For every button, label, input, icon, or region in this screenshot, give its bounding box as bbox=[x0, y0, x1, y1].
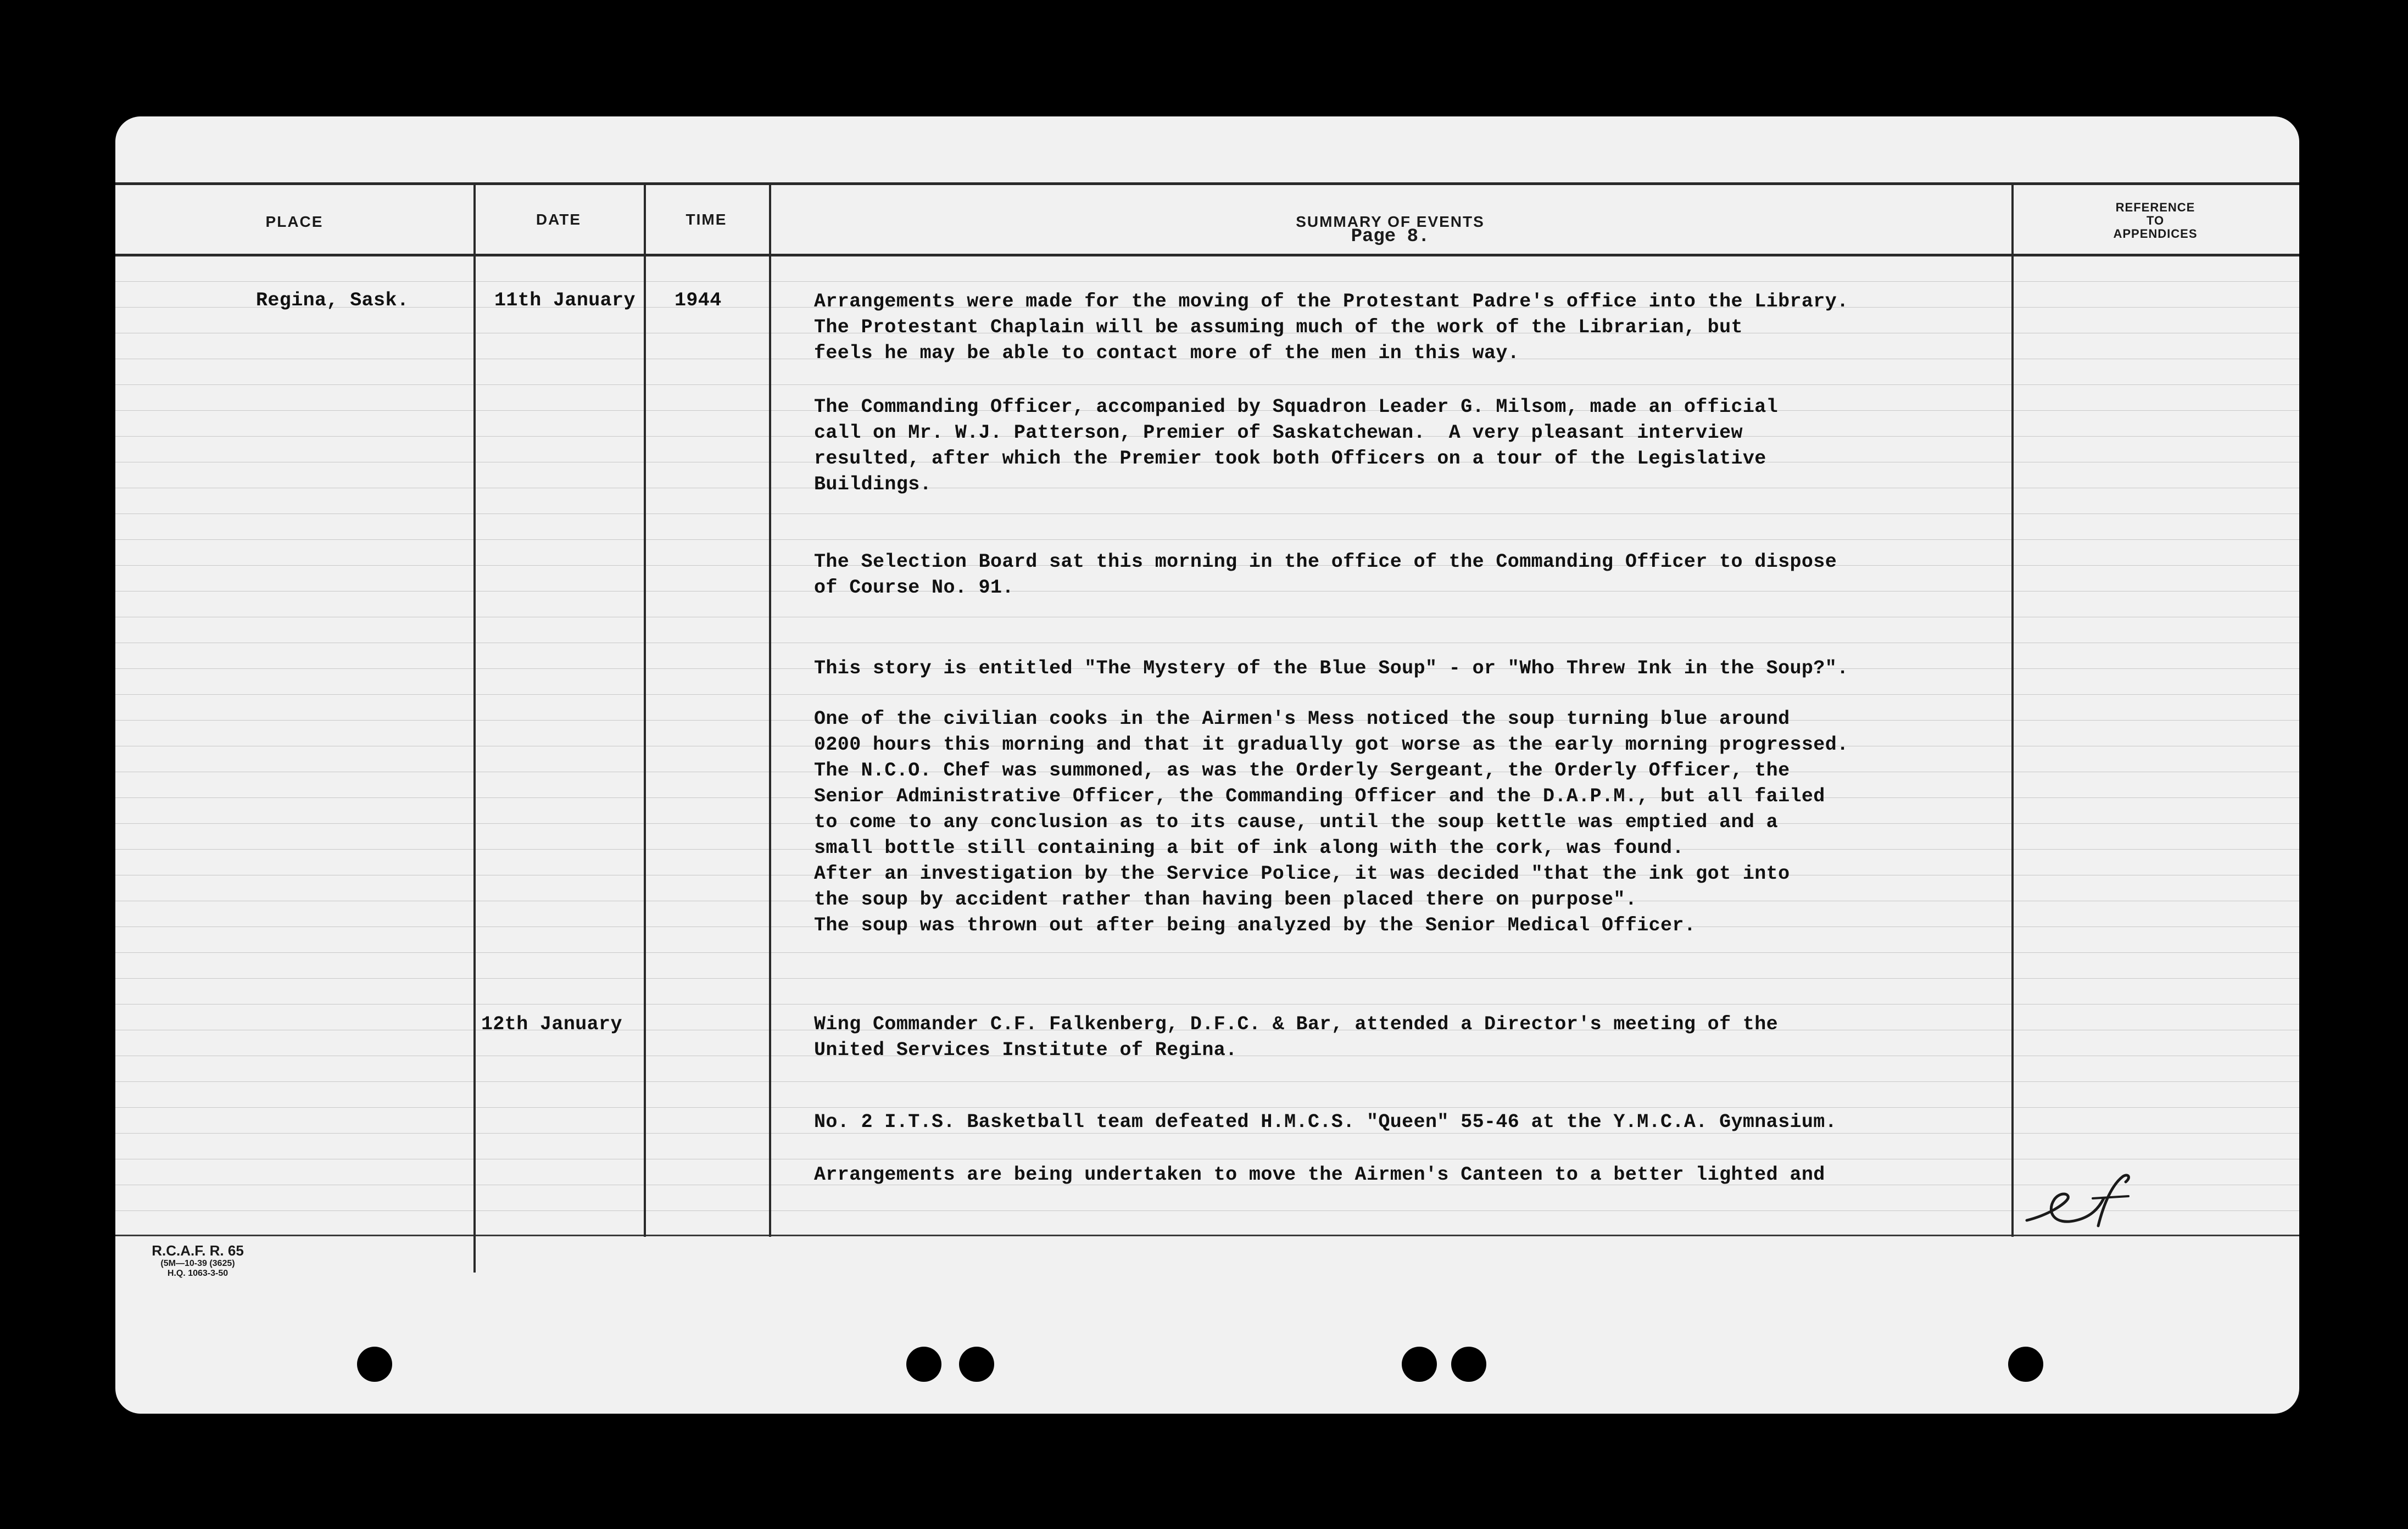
text-line: Wing Commander C.F. Falkenberg, D.F.C. & Bar, attended a Director's meeting of the bbox=[814, 1013, 1779, 1035]
form-code-line3: H.Q. 1063-3-50 bbox=[167, 1269, 228, 1278]
text-line: The N.C.O. Chef was summoned, as was the Orderly Sergeant, the Orderly Officer, the bbox=[814, 760, 1790, 782]
place-entry: Regina, Sask. bbox=[256, 289, 409, 311]
diary-card bbox=[115, 116, 2299, 1414]
text-line: Arrangements are being undertaken to move the Airmen's Canteen to a better lighted and bbox=[814, 1164, 1825, 1186]
text-line: small bottle still containing a bit of ink along with the cork, was found. bbox=[814, 837, 1684, 859]
column-divider-date-time bbox=[644, 182, 646, 1237]
header-reference bbox=[2011, 201, 2299, 241]
text-line: Buildings. bbox=[814, 473, 932, 495]
handwritten-initials bbox=[2016, 1160, 2137, 1248]
text-line: the soup by accident rather than having been placed there on purpose". bbox=[814, 889, 1637, 911]
form-code bbox=[126, 1242, 269, 1279]
ruled-line bbox=[115, 1107, 2299, 1108]
paragraph-premier-visit bbox=[814, 394, 1778, 498]
header-reference-line1: REFERENCE bbox=[2115, 200, 2195, 214]
column-divider-summary-reference bbox=[2011, 182, 2014, 1237]
header-top-border bbox=[115, 182, 2299, 185]
punch-hole bbox=[906, 1347, 941, 1382]
text-line: to come to any conclusion as to its cause, until the soup kettle was emptied and a bbox=[814, 811, 1779, 833]
header-reference-line3: APPENDICES bbox=[2113, 227, 2198, 241]
text-line: The soup was thrown out after being analyzed by the Senior Medical Officer. bbox=[814, 914, 1696, 936]
page-number: Page 8. bbox=[1351, 226, 1430, 247]
ruled-line bbox=[115, 1004, 2299, 1005]
text-line: Senior Administrative Officer, the Commanding Officer and the D.A.P.M., but all failed bbox=[814, 785, 1825, 807]
paragraph-director-meeting bbox=[814, 1012, 1778, 1063]
text-line: The Protestant Chaplain will be assuming much of the work of the Librarian, but bbox=[814, 316, 1743, 338]
header-reference-line2: TO bbox=[2146, 214, 2165, 227]
punch-hole bbox=[1451, 1347, 1486, 1382]
ruled-line bbox=[115, 1210, 2299, 1211]
paragraph-basketball bbox=[814, 1109, 1837, 1135]
ruled-line bbox=[115, 539, 2299, 540]
ruled-line bbox=[115, 694, 2299, 695]
text-line: call on Mr. W.J. Patterson, Premier of Saskatchewan. A very pleasant interview bbox=[814, 422, 1743, 444]
footer-border bbox=[115, 1235, 2299, 1236]
text-line: 0200 hours this morning and that it gradually got worse as the early morning progressed. bbox=[814, 734, 1849, 756]
date-entry-11th: 11th January bbox=[494, 289, 636, 311]
ruled-line bbox=[115, 281, 2299, 282]
text-line: No. 2 I.T.S. Basketball team defeated H.M.C.S. "Queen" 55-46 at the Y.M.C.A. Gymnasium. bbox=[814, 1111, 1837, 1133]
text-line: The Selection Board sat this morning in the office of the Commanding Officer to dispose bbox=[814, 551, 1837, 573]
paragraph-selection-board bbox=[814, 549, 1837, 601]
punch-hole bbox=[2008, 1347, 2043, 1382]
paragraph-padre-office bbox=[814, 289, 1849, 366]
ruled-line bbox=[115, 1081, 2299, 1082]
header-summary: SUMMARY OF EVENTS bbox=[1296, 213, 1485, 230]
text-line: Arrangements were made for the moving of the Protestant Padre's office into the Library. bbox=[814, 291, 1849, 313]
form-code-line2: (5M—10-39 (3625) bbox=[160, 1259, 235, 1268]
text-line: feels he may be able to contact more of the men in this way. bbox=[814, 342, 1520, 364]
form-code-line1: R.C.A.F. R. 65 bbox=[152, 1242, 244, 1259]
punch-hole bbox=[1402, 1347, 1437, 1382]
text-line: of Course No. 91. bbox=[814, 577, 1014, 599]
punch-hole bbox=[959, 1347, 994, 1382]
ruled-line bbox=[115, 952, 2299, 953]
text-line: After an investigation by the Service Police, it was decided "that the ink got into bbox=[814, 863, 1790, 885]
text-line: One of the civilian cooks in the Airmen's Mess noticed the soup turning blue around bbox=[814, 708, 1790, 730]
paragraph-blue-soup-title bbox=[814, 656, 1849, 682]
header-date: DATE bbox=[536, 211, 582, 228]
text-line: resulted, after which the Premier took both Officers on a tour of the Legislative bbox=[814, 448, 1766, 470]
ruled-line bbox=[115, 384, 2299, 385]
header-time: TIME bbox=[685, 211, 727, 228]
date-entry-12th: 12th January bbox=[481, 1013, 622, 1035]
ruled-line bbox=[115, 978, 2299, 979]
column-divider-time-summary bbox=[769, 182, 771, 1237]
text-line: United Services Institute of Regina. bbox=[814, 1039, 1238, 1061]
paragraph-canteen bbox=[814, 1162, 1825, 1188]
header-bottom-border bbox=[115, 254, 2299, 256]
paragraph-blue-soup-story bbox=[814, 706, 1849, 939]
punch-hole bbox=[357, 1347, 392, 1382]
time-entry-1944: 1944 bbox=[675, 289, 722, 311]
header-place: PLACE bbox=[265, 213, 324, 230]
text-line: This story is entitled "The Mystery of the Blue Soup" - or "Who Threw Ink in the Soup?". bbox=[814, 657, 1849, 679]
column-divider-place-date bbox=[473, 182, 476, 1273]
text-line: The Commanding Officer, accompanied by Squadron Leader G. Milsom, made an official bbox=[814, 396, 1779, 418]
